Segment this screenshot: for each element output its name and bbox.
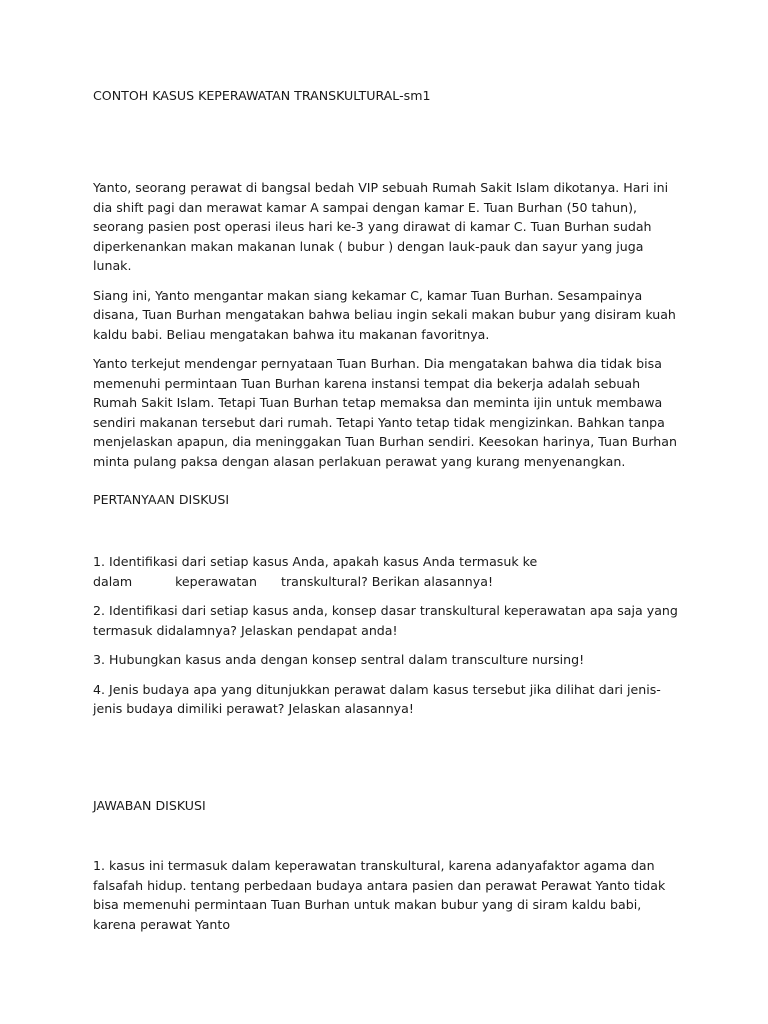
question-1 — [93, 552, 683, 591]
question-1-word: transkultural? Berikan alasannya! — [281, 573, 493, 589]
answers-list — [93, 856, 683, 934]
question-4: 4. Jenis budaya apa yang ditunjukkan perawat dalam kasus tersebut jika dilihat dari jenis-jenis budaya dimiliki perawat? Jelaskan alasannya! — [93, 681, 661, 716]
document-page — [93, 0, 683, 1024]
case-paragraph: Yanto, seorang perawat di bangsal bedah VIP sebuah Rumah Sakit Islam dikotanya. Hari ini dia shift pagi dan merawat kamar A sampai dengan kamar E. Tuan Burhan (50 tahun), seorang pasien post operasi ileus hari ke-3 yang dirawat di kamar C. Tuan Burhan sudah diperkenankan makan makanan lunak ( bubur ) dengan lauk-pauk dan sayur yang juga lunak. — [93, 180, 669, 273]
questions-heading: PERTANYAAN DISKUSI — [93, 492, 230, 507]
case-paragraph: Siang ini, Yanto mengantar makan siang kekamar C, kamar Tuan Burhan. Sesampainya disana, Tuan Burhan mengatakan bahwa beliau ingin sekali makan bubur yang disiram kuah kaldu babi. Beliau mengatakan bahwa itu makanan favoritnya. — [93, 287, 676, 342]
question-2: 2. Identifikasi dari setiap kasus anda, konsep dasar transkultural keperawatan apa saja yang termasuk didalamnya? Jelaskan pendapat anda! — [93, 603, 678, 638]
question-3: 3. Hubungkan kasus anda dengan konsep sentral dalam transculture nursing! — [93, 652, 585, 667]
answer-1: 1. kasus ini termasuk dalam keperawatan transkultural, karena adanyafaktor agama dan falsafah hidup. tentang perbedaan budaya antara pasien dan perawat Perawat Yanto tidak bisa memenuhi permintaan Tuan Burhan untuk makan bubur yang di siram kaldu babi, karena perawat Yanto — [93, 858, 666, 932]
question-1-line-2 — [93, 572, 493, 592]
questions-list — [93, 552, 683, 729]
question-1-word: keperawatan — [175, 573, 257, 589]
answers-heading: JAWABAN DISKUSI — [93, 798, 206, 813]
case-description — [93, 178, 683, 481]
question-1-word: dalam — [93, 573, 133, 589]
question-1-line-1: 1. Identifikasi dari setiap kasus Anda, apakah kasus Anda termasuk ke — [93, 554, 538, 569]
case-paragraph: Yanto terkejut mendengar pernyataan Tuan Burhan. Dia mengatakan bahwa dia tidak bisa memenuhi permintaan Tuan Burhan karena instansi tempat dia bekerja adalah sebuah Rumah Sakit Islam. Tetapi Tuan Burhan tetap memaksa dan meminta ijin untuk membawa sendiri makanan tersebut dari rumah. Tetapi Yanto tetap tidak mengizinkan. Bahkan tanpa menjelaskan apapun, dia meninggakan Tuan Burhan sendiri. Keesokan harinya, Tuan Burhan minta pulang paksa dengan alasan perlakuan perawat yang kurang menyenangkan. — [93, 356, 677, 469]
document-title: CONTOH KASUS KEPERAWATAN TRANSKULTURAL-sm1 — [93, 88, 431, 103]
